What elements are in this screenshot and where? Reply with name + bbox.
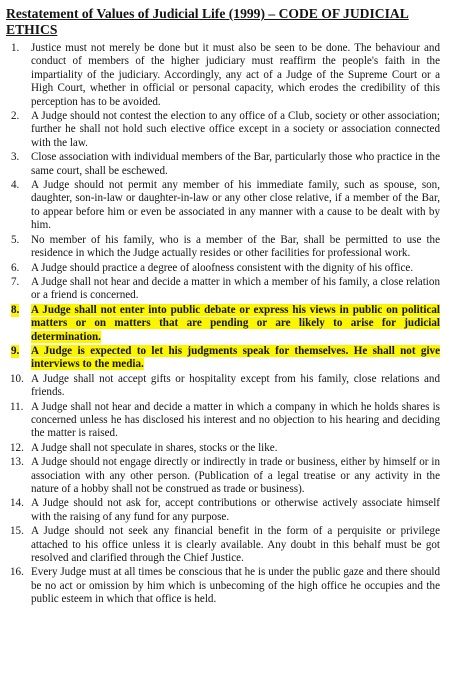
list-item-2 xyxy=(6,110,440,150)
item-text: Every Judge must at all times be conscious that he is under the public gaze and there should be no act or omission by him which is unbecoming of the high office he occupies and the public esteem in which that office is held. xyxy=(31,566,440,606)
item-number: 14. xyxy=(10,497,24,510)
list-item-7 xyxy=(6,276,440,303)
list-item-4 xyxy=(6,179,440,233)
document-title: Restatement of Values of Judicial Life (1999) – CODE OF JUDICIAL ETHICS xyxy=(6,6,409,37)
item-number: 8. xyxy=(11,303,20,316)
item-text: A Judge should not ask for, accept contributions or otherwise actively associate himself with the raising of any fund for any purpose. xyxy=(31,497,440,523)
item-number: 4. xyxy=(11,179,20,192)
item-number: 11. xyxy=(10,400,24,413)
item-number: 13. xyxy=(10,456,24,469)
item-text: A Judge should not seek any financial benefit in the form of a perquisite or privilege attached to his office unless it is clearly available. Any doubt in this behalf must be got resolved and clarified through the Chief Justice. xyxy=(31,525,440,565)
item-number: 12. xyxy=(10,441,24,454)
list-item-9-highlighted xyxy=(6,345,440,372)
item-number: 5. xyxy=(11,233,20,246)
item-number: 16. xyxy=(10,566,24,579)
item-text: A Judge shall not accept gifts or hospitality except from his family, close relations and friends. xyxy=(31,372,440,399)
item-number: 9. xyxy=(11,344,20,357)
item-text: A Judge should not contest the election to any office of a Club, society or other association; further he shall not hold such elective office except in a society or association connected with the law. xyxy=(31,110,440,149)
item-number: 6. xyxy=(11,261,20,274)
item-number: 3. xyxy=(11,151,20,164)
list-item-11 xyxy=(6,401,440,441)
item-number: 10. xyxy=(10,372,24,385)
item-text: A Judge should not engage directly or indirectly in trade or business, either by himself or in association with any other person. (Publication of a legal treatise or any activity in the nature of a hobby shall not be construed as trade or business). xyxy=(31,456,440,495)
list-item-3 xyxy=(6,151,440,178)
list-item-12 xyxy=(6,442,440,455)
item-text: No member of his family, who is a member of the Bar, shall be permitted to use the residence in which the Judge actually resides or other facilities for professional work. xyxy=(31,233,440,260)
list-item-15 xyxy=(6,525,440,565)
list-item-14 xyxy=(6,497,440,524)
item-text: A Judge shall not speculate in shares, stocks or the like. xyxy=(31,441,278,454)
item-number: 15. xyxy=(10,525,24,538)
list-item-13 xyxy=(6,456,440,496)
list-item-6 xyxy=(6,262,440,275)
item-text: A Judge shall not enter into public debate or express his views in public on political matters or on matters that are pending or are likely to arise for judicial determination. xyxy=(31,303,440,343)
item-text: A Judge is expected to let his judgments speak for themselves. He shall not give interviews to the media. xyxy=(31,344,440,371)
list-item-5 xyxy=(6,234,440,261)
list-item-10 xyxy=(6,373,440,400)
ethics-list xyxy=(6,42,440,607)
item-text: A Judge shall not hear and decide a matter in which a member of his family, a close relation or a friend is concerned. xyxy=(31,275,440,302)
item-text: A Judge should not permit any member of his immediate family, such as spouse, son, daughter, son-in-law or daughter-in-law or any other close relative, if a member of the Bar, to appear before him or even be associated in any manner with a cause to be dealt with by him. xyxy=(31,179,440,232)
list-item-1 xyxy=(6,42,440,109)
item-text: A Judge shall not hear and decide a matter in which a company in which he holds shares is concerned unless he has disclosed his interest and no objection to his hearing and deciding the matter is raised. xyxy=(31,400,440,440)
item-text: Justice must not merely be done but it must also be seen to be done. The behaviour and conduct of members of the higher judiciary must reaffirm the people's faith in the impartiality of the judiciary. Accordingly, any act of a Judge of the Supreme Court or a High Court, whether in official or personal capacity, which erodes the credibility of this perception has to be avoided. xyxy=(31,42,440,108)
list-item-16 xyxy=(6,566,440,606)
item-number: 2. xyxy=(11,110,20,123)
list-item-8-highlighted xyxy=(6,304,440,344)
item-text: A Judge should practice a degree of aloofness consistent with the dignity of his office. xyxy=(31,261,414,274)
item-number: 1. xyxy=(11,42,20,54)
item-number: 7. xyxy=(11,275,20,288)
item-text: Close association with individual members of the Bar, particularly those who practice in the same court, shall be eschewed. xyxy=(31,151,440,177)
